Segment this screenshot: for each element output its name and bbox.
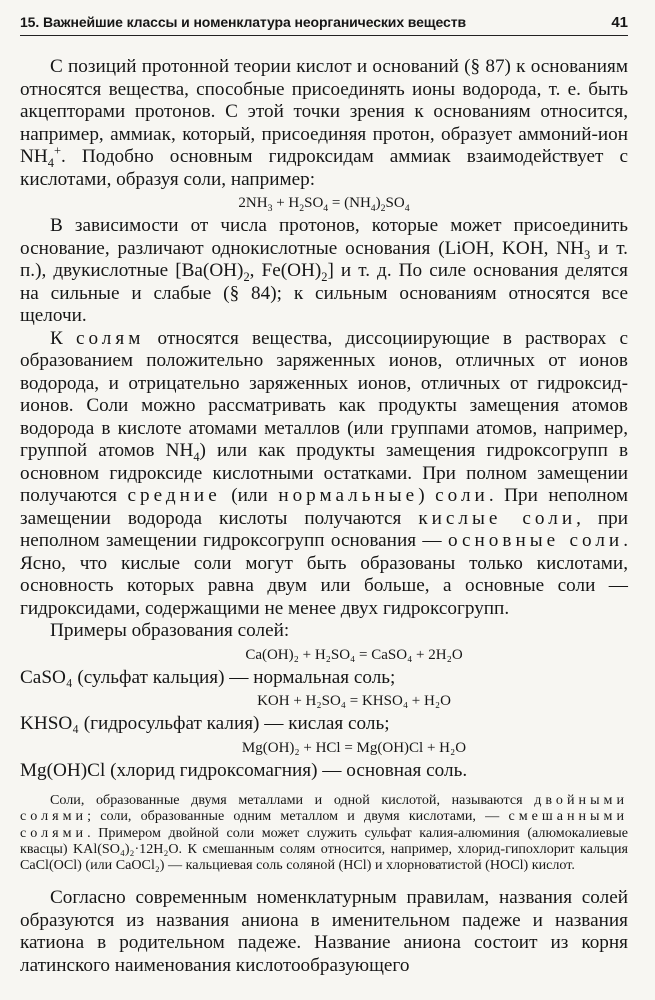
paragraph-salts-definition: К солям относятся вещества, диссоциирующие в растворах с образованием положительно заряженных ионов, отличных от ионов водорода, и отрицательно заряженных ионов, отличных от гидроксид-ионов. Соли можно рассматривать как продукты замещения атомов водорода в кислоте атомами металлов (или группами атомов, например, группой атомов $NH_4$) или как продукты замещения гидроксогрупп в основном гидроксиде кислотными остатками. При полном замещении получаются средние (или нормальные) соли. При неполном замещении водорода кислоты получаются кислые соли, при неполном замещении гидроксогрупп основания — основные соли. Ясно, что кислые соли могут быть образованы только кислотами, основность которых равна двум или больше, а основные соли — гидроксидами, содержащими не менее двух гидроксогрупп. bbox=[20, 327, 629, 619]
small-print-note bbox=[20, 792, 628, 873]
examples-intro: Примеры образования солей: bbox=[50, 620, 290, 641]
equation-calcium-hydroxide: Ca(OH)₂ + H₂SO₄ = CaSO₄ + 2H₂O bbox=[245, 646, 463, 663]
equation-ammonia-sulfuric: $2NH_3 + H_2SO_4 = (NH_4)_2SO_4$ bbox=[238, 195, 410, 214]
paragraph-nomenclature: Согласно современным номенклатурным правилам, названия солей образуются из названия аниона в именительном падеже и названия катиона в родительном падеже. Название аниона состоит из корня латинского наименования кислотообразующего bbox=[20, 887, 628, 976]
running-header bbox=[20, 14, 628, 36]
chapter-title: 15. Важнейшие классы и номенклатура неорганических веществ bbox=[20, 14, 466, 30]
page-body bbox=[20, 56, 628, 977]
example-basic-salt: Mg(OH)Cl (хлорид гидроксомагния) — основная соль. bbox=[20, 759, 468, 781]
paragraph-protonic-theory: С позиций протонной теории кислот и оснований (§ 87) к основаниям относятся вещества, способные присоединять ионы водорода, т. е. быть акцепторами протонов. С этой точки зрения к основаниям относится, например, аммиак, который, присоединяя протон, образует аммоний-ион $NH_4^+$. Подобно основным гидроксидам аммиак взаимодействует с кислотами, образуя соли, например: bbox=[20, 56, 628, 190]
example-acid-salt: KHSO₄ (гидросульфат калия) — кислая соль; bbox=[20, 713, 390, 734]
paragraph-base-classification: В зависимости от числа протонов, которые может присоединить основание, различают однокислотные основания (LiOH, KOH, $NH_3$ и т. п.), двукислотные [$Ba(OH)_2$, $Fe(OH)_2$] и т. д. По силе основания делятся на сильные и слабые (§ 84); к сильным основаниям относятся все щелочи. bbox=[20, 215, 628, 326]
example-normal-salt: CaSO₄ (сульфат кальция) — нормальная соль; bbox=[20, 666, 396, 688]
equation-potassium-hydroxide: KOH + H₂SO₄ = KHSO₄ + H₂O bbox=[257, 693, 451, 709]
page-number: 41 bbox=[611, 14, 628, 31]
note-double-mixed-salts: Соли, образованные двумя металлами и одной кислотой, называются двойными солями; соли, образованные одним металлом и двумя кислотами, — смешанными солями. Примером двойной соли может служить сульфат калия-алюминия (алюмокалиевые квасцы) KAl(SO₄)₂·12H₂O. К смешанным солям относится, например, хлорид-гипохлорит кальция CaCl(OCl) (или CaOCl₂) — кальциевая соль соляной (HCl) и хлорноватистой (HOCl) кислот. bbox=[20, 792, 628, 874]
equation-magnesium-hydroxide: Mg(OH)₂ + HCl = Mg(OH)Cl + H₂O bbox=[241, 739, 467, 756]
